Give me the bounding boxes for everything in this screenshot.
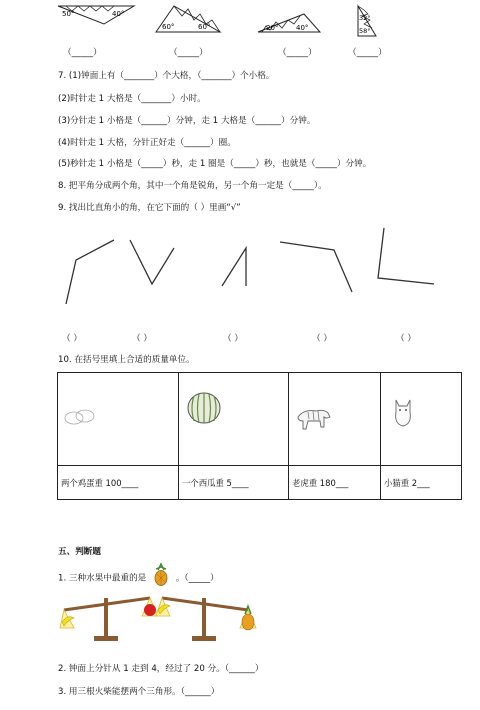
watermelon-mass-label: 一个西瓜重 5____ [179, 466, 289, 500]
triangle-answer-blank-1: （_____） [63, 48, 102, 58]
angle-figure-2 [128, 238, 178, 288]
triangle-2-left-angle: 60° [162, 23, 175, 31]
triangle-figure-2 [154, 4, 222, 34]
tiger-image-cell [289, 373, 381, 466]
triangle-answer-blank-4: （_____） [348, 48, 387, 58]
balance-scales-illustration [60, 592, 255, 644]
angle-figure-1 [62, 238, 122, 308]
tiger-icon [294, 403, 334, 433]
mass-unit-table [57, 372, 462, 500]
section5-q2: 2. 钟面上分针从 1 走到 4，经过了 20 分。（______） [58, 664, 264, 674]
angle-figure-5 [374, 226, 438, 286]
q7-line-4: (4)时针走 1 大格，分针正好走（______）圈。 [58, 138, 236, 148]
triangle-answer-blank-2: （_____） [169, 48, 208, 58]
q9-answer-paren-2: （ ） [132, 334, 152, 344]
q9-answer-paren-4: （ ） [312, 334, 332, 344]
triangle-1-right-angle: 40° [112, 10, 125, 18]
kitten-icon [390, 396, 416, 428]
eggs-image-cell [58, 373, 179, 466]
triangle-1-left-angle: 50° [62, 10, 75, 18]
q9-text: 9. 找出比直角小的角，在它下面的（ ）里画“√” [58, 203, 241, 213]
balance-scale-2 [156, 598, 256, 641]
kitten-image-cell [381, 373, 462, 466]
triangle-4-bottom-angle: 58° [359, 27, 371, 35]
triangle-2-right-angle: 60° [198, 23, 211, 31]
watermelon-icon [186, 391, 222, 425]
triangle-figure-4 [356, 4, 378, 38]
angle-figure-3 [220, 244, 250, 288]
triangle-4-top-angle: 32° [359, 14, 371, 22]
tiger-mass-label: 老虎重 180___ [289, 466, 381, 500]
apple-icon-1 [144, 604, 156, 616]
section5-q3: 3. 用三根火柴能摆两个三角形。（______） [58, 687, 220, 697]
triangle-figure-3 [256, 12, 322, 34]
q8-text: 8. 把平角分成两个角，其中一个角是锐角，另一个角一定是（_____）。 [58, 181, 327, 191]
q7-line-5: (5)秒针走 1 小格是（_____）秒，走 1 圈是（_____）秒，也就是（_____）分钟。 [58, 159, 372, 169]
triangle-figure-1 [56, 3, 136, 31]
watermelon-image-cell [179, 373, 289, 466]
section-5-title: 五、判断题 [58, 547, 101, 557]
section5-q1-suffix: 。（_____） [175, 573, 219, 584]
eggs-icon [63, 408, 97, 428]
section5-q1-prefix: 1. 三种水果中最重的是 [58, 573, 147, 584]
triangle-answer-blank-3: （_____） [278, 48, 317, 58]
q10-text: 10. 在括号里填上合适的质量单位。 [58, 355, 195, 365]
eggs-mass-label: 两个鸡蛋重 100____ [58, 466, 179, 500]
q7-line-1: 7. (1)钟面上有（_______）个大格，（_______）个小格。 [58, 71, 275, 81]
angle-figure-4 [278, 238, 354, 294]
q7-line-2: (2)时针走 1 大格是（_______）小时。 [58, 94, 206, 104]
triangle-3-left-angle: 20° [266, 24, 279, 32]
section5-q1 [58, 567, 219, 589]
kitten-mass-label: 小猫重 2___ [381, 466, 462, 500]
q9-answer-paren-5: （ ） [396, 334, 416, 344]
q7-line-3: (3)分针走 1 小格是（______）分钟，走 1 大格是（______）分钟。 [58, 116, 316, 126]
pineapple-icon [153, 564, 169, 586]
q9-answer-paren-1: （ ） [62, 334, 82, 344]
triangle-3-right-angle: 40° [296, 24, 309, 32]
q9-answer-paren-3: （ ） [223, 334, 243, 344]
balance-scale-1 [60, 598, 158, 641]
